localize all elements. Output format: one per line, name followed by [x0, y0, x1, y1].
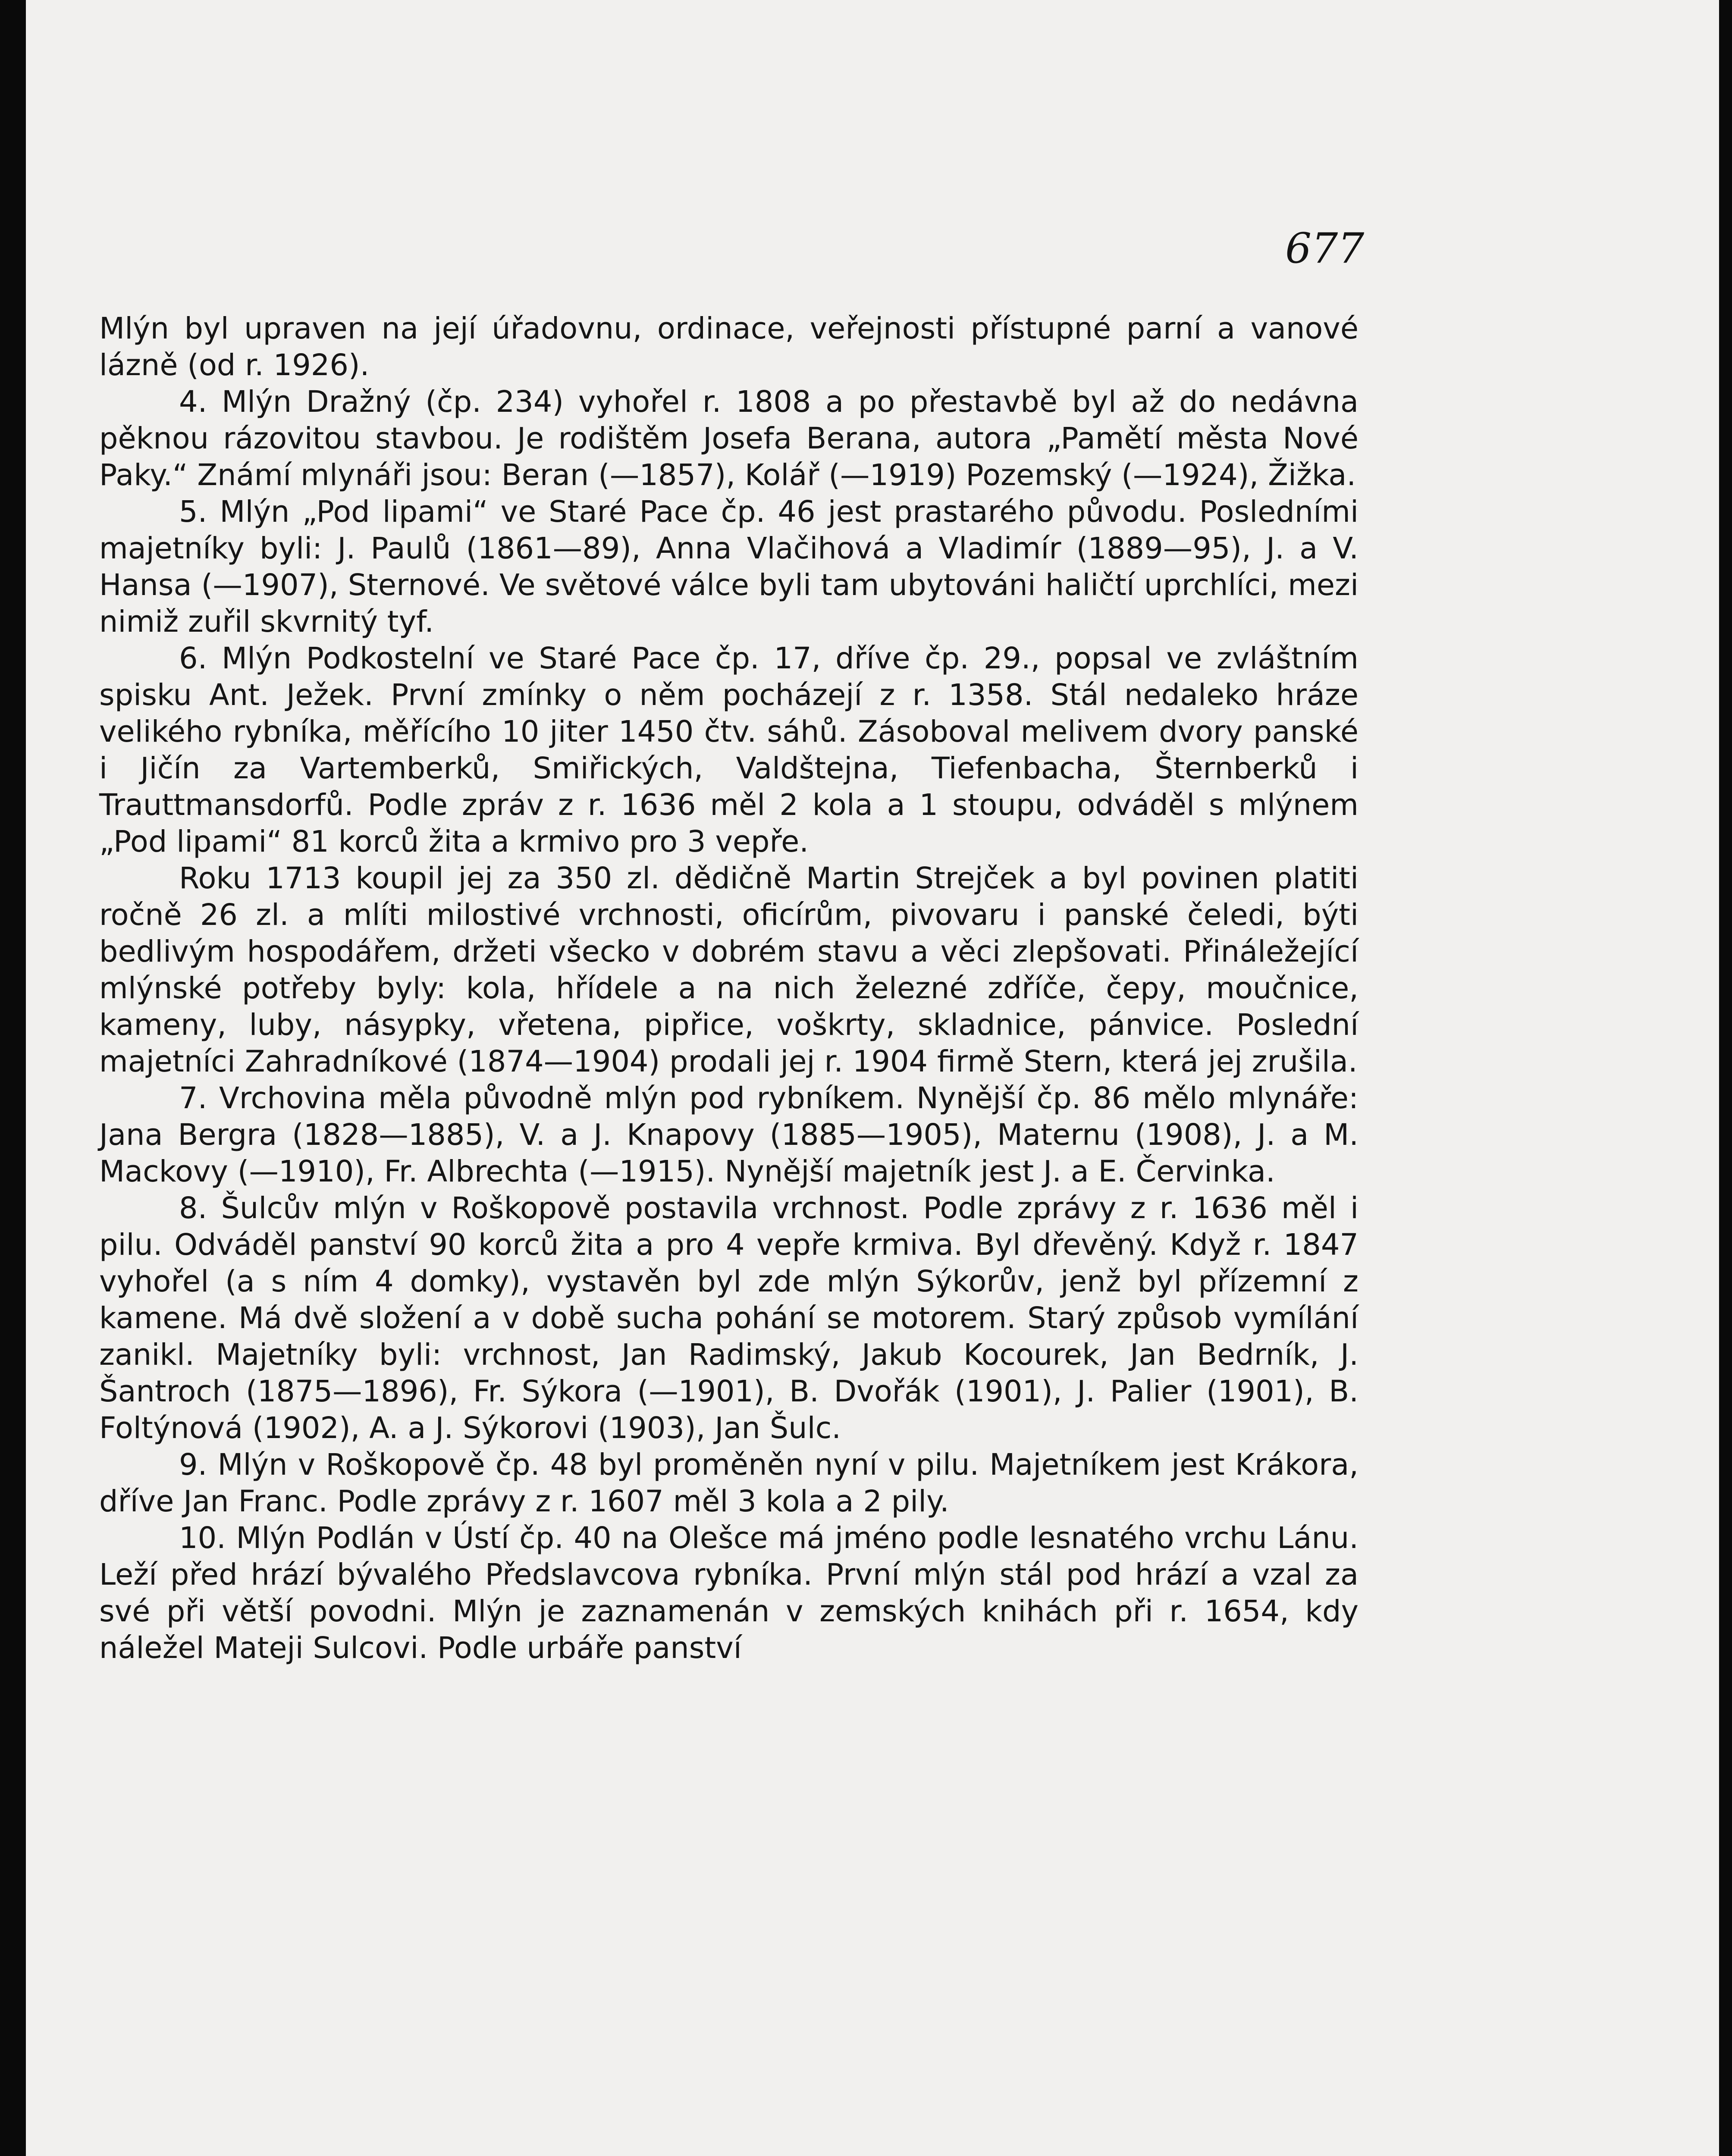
paragraph: 10. Mlýn Podlán v Ústí čp. 40 na Olešce má jméno podle lesnatého vrchu Lánu. Leží před hrází bývalého Předslavcova rybníka. První mlýn stál pod hrází a vzal za své při větší povodni. Mlýn je zaznamenán v zemských knihách při r. 1654, kdy náležel Mateji Sulcovi. Podle urbáře panství — [99, 1521, 1359, 1665]
paragraph: 4. Mlýn Dražný (čp. 234) vyhořel r. 1808 a po přestavbě byl až do nedávna pěknou rázovitou stavbou. Je rodištěm Josefa Berana, autora „Pamětí města Nové Paky.“ Známí mlynáři jsou: Beran (—1857), Kolář (—1919) Pozemský (—1924), Žižka. — [99, 385, 1359, 492]
paragraph: Roku 1713 koupil jej za 350 zl. dědičně Martin Strejček a byl povinen platiti ročně 26 zl. a mlíti milostivé vrchnosti, oficírům, pivovaru i panské čeledi, býti bedlivým hospodářem, držeti všecko v dobrém stavu a věci zlepšovati. Přináležející mlýnské potřeby byly: kola, hřídele a na nich železné zdříče, čepy, moučnice, kameny, luby, násypky, vřetena, pipřice, voškrty, skladnice, pánvice. Poslední majetníci Zahradníkové (1874—1904) prodali jej r. 1904 firmě Stern, která jej zrušila. — [99, 861, 1359, 1079]
book-page — [26, 0, 1719, 2156]
scan-left-edge — [0, 0, 26, 2156]
paragraph: 6. Mlýn Podkostelní ve Staré Pace čp. 17, dříve čp. 29., popsal ve zvláštním spisku Ant. Ježek. První zmínky o něm pocházejí z r. 1358. Stál nedaleko hráze velikého rybníka, měřícího 10 jiter 1450 čtv. sáhů. Zásoboval melivem dvory panské i Jičín za Vartemberků, Smiřických, Valdštejna, Tiefenbacha, Šternberků i Trauttmansdorfů. Podle zpráv z r. 1636 měl 2 kola a 1 stoupu, odváděl s mlýnem „Pod lipami“ 81 korců žita a krmivo pro 3 vepře. — [99, 641, 1359, 859]
paragraph: 7. Vrchovina měla původně mlýn pod rybníkem. Nynější čp. 86 mělo mlynáře: Jana Bergra (1828—1885), V. a J. Knapovy (1885—1905), Maternu (1908), J. a M. Mackovy (—1910), Fr. Albrechta (—1915). Nynější majetník jest J. a E. Červinka. — [99, 1081, 1359, 1189]
paragraph: Mlýn byl upraven na její úřadovnu, ordinace, veřejnosti přístupné parní a vanové lázně (od r. 1926). — [99, 311, 1359, 382]
scan-right-edge — [1719, 0, 1732, 2156]
page-number: 677 — [1285, 224, 1365, 273]
paragraph: 8. Šulcův mlýn v Roškopově postavila vrchnost. Podle zprávy z r. 1636 měl i pilu. Odváděl panství 90 korců žita a pro 4 vepře krmiva. Byl dřevěný. Když r. 1847 vyhořel (a s ním 4 domky), vystavěn byl zde mlýn Sýkorův, jenž byl přízemní z kamene. Má dvě složení a v době sucha pohání se motorem. Starý způsob vymílání zanikl. Majetníky byli: vrchnost, Jan Radimský, Jakub Kocourek, Jan Bedrník, J. Šantroch (1875—1896), Fr. Sýkora (—1901), B. Dvořák (1901), J. Palier (1901), B. Foltýnová (1902), A. a J. Sýkorovi (1903), Jan Šulc. — [99, 1191, 1359, 1445]
paragraph: 9. Mlýn v Roškopově čp. 48 byl proměněn nyní v pilu. Majetníkem jest Krákora, dříve Jan Franc. Podle zprávy z r. 1607 měl 3 kola a 2 pily. — [99, 1448, 1359, 1519]
body-text — [99, 310, 1359, 1667]
paragraph: 5. Mlýn „Pod lipami“ ve Staré Pace čp. 46 jest prastarého původu. Posledními majetníky byli: J. Paulů (1861—89), Anna Vlačihová a Vladimír (1889—95), J. a V. Hansa (—1907), Sternové. Ve světové válce byli tam ubytováni haličtí uprchlíci, mezi nimiž zuřil skvrnitý tyf. — [99, 495, 1359, 639]
